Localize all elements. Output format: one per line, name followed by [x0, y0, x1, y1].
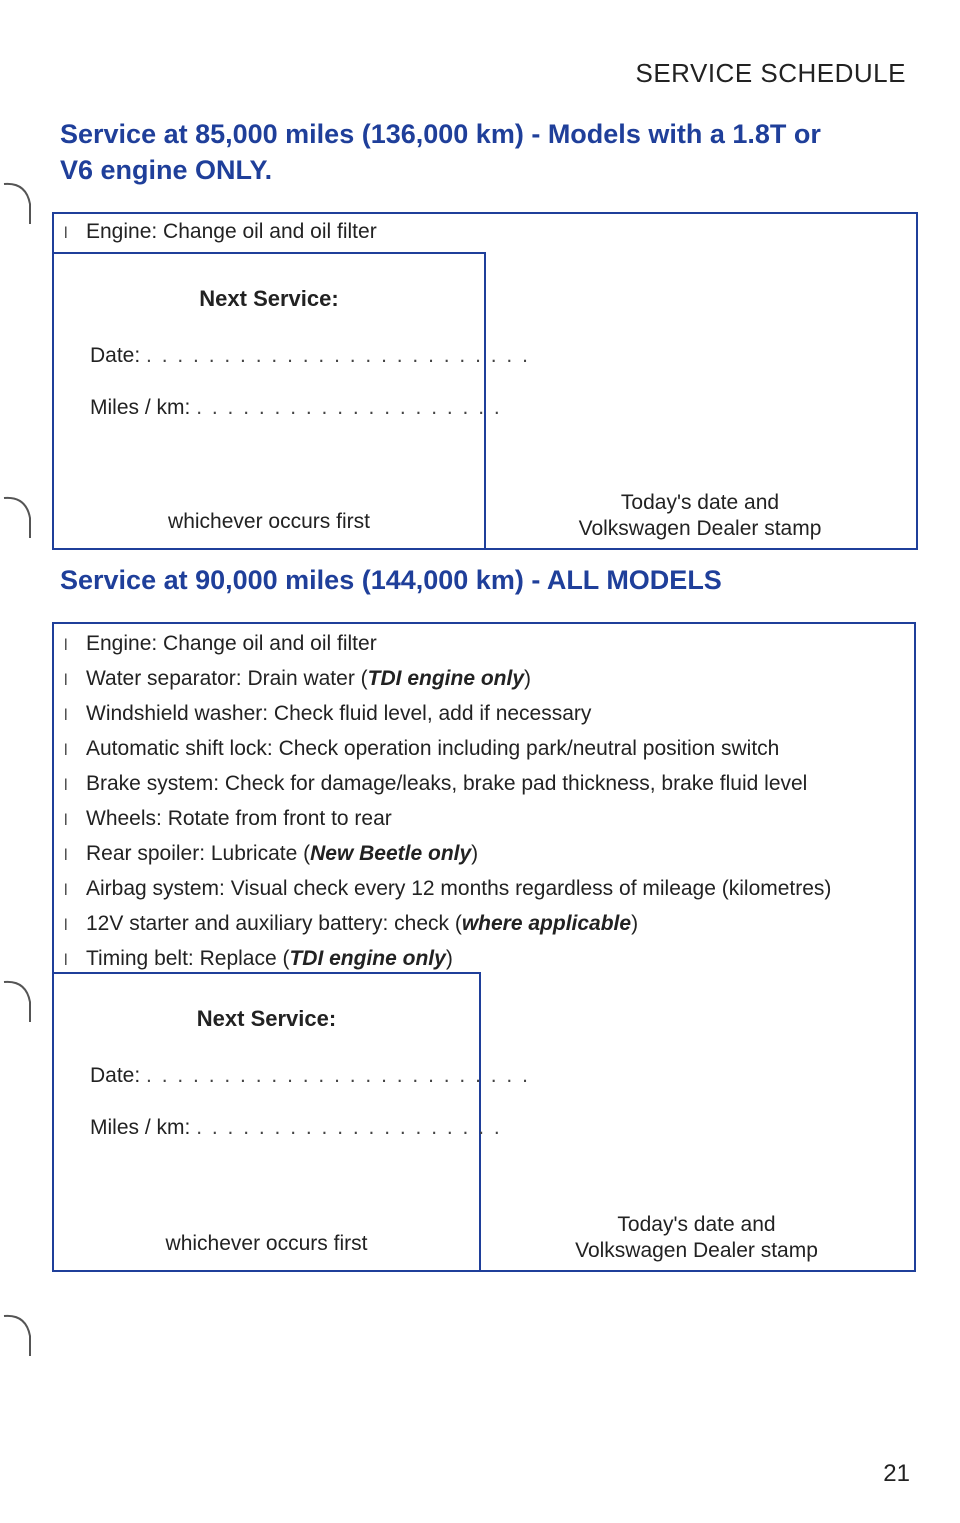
date-label: Date: — [90, 344, 141, 367]
miles-label: Miles / km: — [90, 396, 191, 419]
bullet-icon: l — [64, 847, 68, 864]
section1-items — [64, 214, 377, 249]
next-service-panel — [54, 252, 530, 548]
binder-hole-mark-icon — [0, 492, 34, 540]
dealer-stamp-area — [479, 1212, 914, 1264]
item-text: Engine: Change oil and oil filter — [86, 220, 377, 243]
bullet-icon: l — [64, 637, 68, 654]
bullet-icon: l — [64, 882, 68, 899]
next-service-title: Next Service: — [199, 286, 339, 311]
whichever-note: whichever occurs first — [168, 510, 370, 533]
list-item — [64, 731, 831, 766]
section1-box — [52, 212, 918, 550]
bullet-icon: l — [64, 225, 68, 242]
binder-hole-mark-icon — [0, 976, 34, 1024]
section2-title: Service at 90,000 miles (144,000 km) - ALL MODELS — [60, 565, 722, 595]
binder-hole-mark-icon — [0, 1310, 34, 1358]
item-close: ) — [471, 842, 479, 865]
stamp-line2: Volkswagen Dealer stamp — [578, 517, 822, 540]
item-note: New Beetle only — [310, 842, 472, 865]
stamp-line1: Today's date and — [620, 491, 780, 514]
item-text: Windshield washer: Check fluid level, add if necessary — [86, 702, 592, 725]
miles-label: Miles / km: — [90, 1116, 191, 1139]
page-header: SERVICE SCHEDULE — [635, 58, 906, 88]
list-item — [64, 696, 831, 731]
item-note: TDI engine only — [289, 947, 446, 970]
dealer-stamp-area — [484, 490, 916, 542]
page-number: 21 — [883, 1460, 910, 1487]
list-item — [64, 661, 831, 696]
section2-box — [52, 622, 916, 1272]
list-item — [64, 906, 831, 941]
date-dots: . . . . . . . . . . . . . . . . . . . . . . . . . — [146, 344, 530, 367]
item-text: Automatic shift lock: Check operation including park/neutral position switch — [86, 737, 780, 760]
item-close: ) — [631, 912, 639, 935]
item-text: Brake system: Check for damage/leaks, brake pad thickness, brake fluid level — [86, 772, 808, 795]
miles-field — [90, 1116, 502, 1140]
bullet-icon: l — [64, 812, 68, 829]
list-item — [64, 766, 831, 801]
miles-field — [90, 396, 502, 420]
date-dots: . . . . . . . . . . . . . . . . . . . . . . . . . — [146, 1064, 530, 1087]
item-text: Water separator: Drain water ( — [86, 667, 368, 690]
binder-hole-mark-icon — [0, 178, 34, 226]
miles-dots: . . . . . . . . . . . . . . . . . . . . — [196, 1116, 502, 1139]
next-service-title: Next Service: — [196, 1006, 337, 1031]
section2-items — [64, 626, 831, 976]
bullet-icon: l — [64, 672, 68, 689]
item-text: Rear spoiler: Lubricate ( — [86, 842, 311, 865]
section1-title — [60, 116, 821, 188]
item-close: ) — [445, 947, 453, 970]
item-text: Airbag system: Visual check every 12 months regardless of mileage (kilometres) — [86, 877, 832, 900]
item-note: TDI engine only — [367, 667, 524, 690]
bullet-icon: l — [64, 777, 68, 794]
list-item — [64, 801, 831, 836]
bullet-icon: l — [64, 917, 68, 934]
item-text: Timing belt: Replace ( — [86, 947, 290, 970]
list-item — [64, 871, 831, 906]
section1-title-line1: Service at 85,000 miles (136,000 km) - Models with a 1.8T or — [60, 119, 821, 149]
bullet-icon: l — [64, 707, 68, 724]
date-field — [90, 344, 530, 368]
item-note: where applicable — [461, 912, 632, 935]
miles-dots: . . . . . . . . . . . . . . . . . . . . — [196, 396, 502, 419]
item-text: 12V starter and auxiliary battery: check ( — [86, 912, 462, 935]
date-field — [90, 1064, 530, 1088]
item-close: ) — [524, 667, 531, 690]
item-text: Engine: Change oil and oil filter — [86, 632, 377, 655]
next-service-panel — [54, 972, 530, 1270]
list-item — [64, 214, 377, 249]
list-item — [64, 941, 831, 976]
date-label: Date: — [90, 1064, 141, 1087]
bullet-icon: l — [64, 742, 68, 759]
list-item — [64, 836, 831, 871]
item-text: Wheels: Rotate from front to rear — [86, 807, 392, 830]
stamp-line2: Volkswagen Dealer stamp — [575, 1239, 818, 1262]
stamp-line1: Today's date and — [617, 1213, 776, 1236]
bullet-icon: l — [64, 952, 68, 969]
section1-title-line2: V6 engine ONLY. — [60, 155, 273, 185]
whichever-note: whichever occurs first — [165, 1232, 368, 1255]
list-item — [64, 626, 831, 661]
